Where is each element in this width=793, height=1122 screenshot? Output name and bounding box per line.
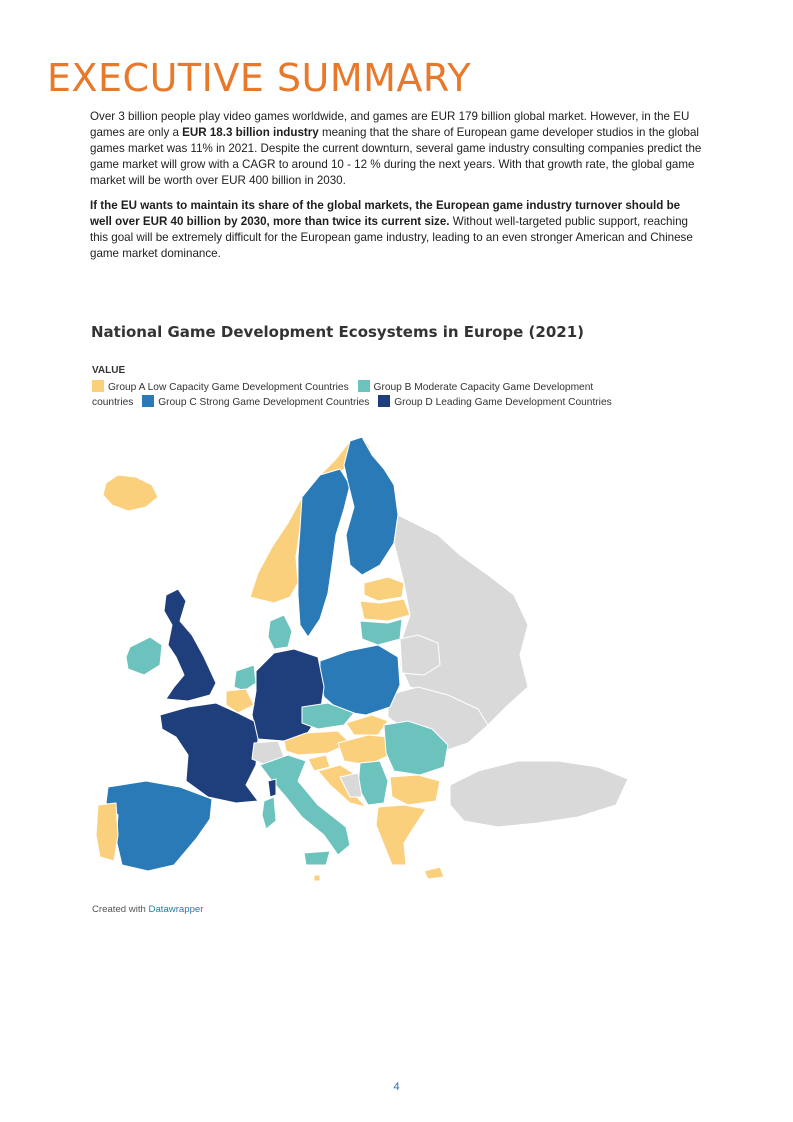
country-denmark (268, 615, 292, 649)
credit-prefix: Created with (92, 904, 149, 915)
country-iceland (103, 475, 158, 511)
intro-text-end: meaning that the share of European game developer studios in the global games market was 11% in 2021. Despite the current downturn, several game industry consulting companies predict the game market will grow with a CAGR to around 10 - 12 % during the next years. With that growth rate, the global game market will be worth over EUR 400 billion in 2030. (90, 126, 702, 187)
country-malta (314, 875, 320, 881)
map-legend (92, 363, 632, 410)
target-paragraph (90, 198, 702, 262)
target-text-end: Without well-targeted public support, reaching this goal will be extremely difficult for the European game industry, leading to an even stronger American and Chinese game market dominance. (90, 215, 693, 260)
country-serbia (358, 761, 388, 805)
country-netherlands (234, 665, 256, 691)
legend-label-group-c: Group C Strong Game Development Countries (158, 397, 370, 408)
map-credit (92, 904, 203, 915)
europe-map (88, 425, 638, 890)
country-sardinia (262, 797, 276, 829)
country-belarus (400, 635, 440, 675)
page-number: 4 (393, 1081, 400, 1093)
legend-label-group-d: Group D Leading Game Development Countries (394, 397, 612, 408)
legend-swatch-group-a (92, 380, 104, 392)
country-slovakia (346, 715, 388, 735)
country-portugal (96, 803, 118, 861)
legend-label-group-a: Group A Low Capacity Game Development Countries (108, 382, 349, 393)
legend-item-group-d (378, 397, 611, 408)
legend-item-group-c (142, 397, 369, 408)
country-united-kingdom (164, 589, 216, 701)
country-corsica (268, 779, 276, 797)
legend-items (92, 380, 632, 410)
legend-item-group-a (92, 382, 349, 393)
intro-paragraph (90, 109, 702, 189)
country-spain (106, 781, 212, 871)
country-latvia (360, 599, 410, 621)
legend-swatch-group-c (142, 395, 154, 407)
country-finland (344, 437, 398, 575)
page-title: EXECUTIVE SUMMARY (47, 56, 472, 100)
legend-swatch-group-d (378, 395, 390, 407)
country-sicily (304, 851, 330, 865)
country-estonia (364, 577, 404, 601)
legend-label-group-b: Group B Moderate Capacity Game Development countries (92, 382, 594, 408)
country-turkey (450, 761, 628, 827)
country-sweden (298, 469, 350, 637)
country-bulgaria (390, 775, 440, 805)
legend-swatch-group-b (358, 380, 370, 392)
country-cyprus (424, 867, 444, 879)
target-bold-text: If the EU wants to maintain its share of the global markets, the European game industry turnover should be well over EUR 40 billion by 2030, more than twice its current size. (90, 199, 681, 228)
intro-bold-text: EUR 18.3 billion industry (182, 126, 319, 139)
legend-title: VALUE (92, 365, 126, 376)
country-greece (376, 805, 426, 865)
map-title: National Game Development Ecosystems in Europe (2021) (91, 323, 585, 341)
country-ireland (126, 637, 162, 675)
datawrapper-link[interactable]: Datawrapper (148, 904, 204, 915)
country-lithuania (360, 619, 402, 645)
intro-text-start: Over 3 billion people play video games worldwide, and games are EUR 179 billion global market. However, in the EU games are only a (90, 110, 690, 139)
